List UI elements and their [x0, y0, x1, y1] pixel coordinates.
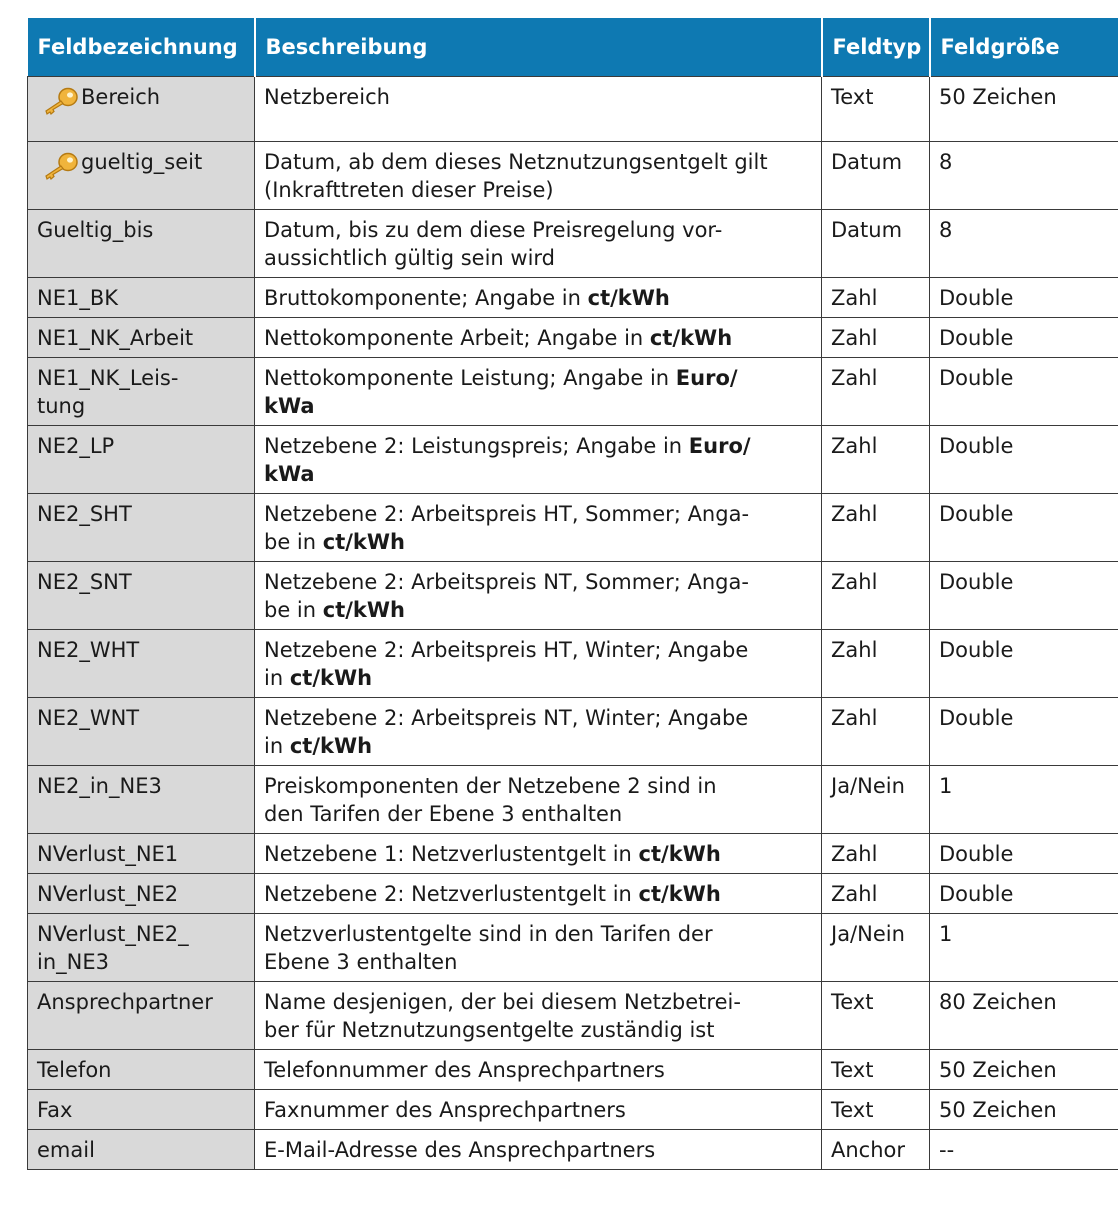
unit-label: ct/kWh [289, 734, 373, 758]
field-name: NE2_LP [37, 434, 115, 458]
field-type-cell: Ja/Nein [822, 914, 930, 982]
table-row [28, 766, 1118, 834]
table-row [28, 358, 1118, 426]
table-row [28, 278, 1118, 318]
field-name-cell [28, 874, 255, 914]
field-size-cell: Double [930, 494, 1118, 562]
unit-label: ct/kWh [587, 286, 670, 310]
field-name-cell [28, 142, 255, 210]
field-description-cell: Nettokomponente Arbeit; Angabe in ct/kWh [255, 318, 822, 358]
field-name: NE2_SNT [37, 570, 132, 594]
table-row [28, 142, 1118, 210]
field-type-cell: Zahl [822, 426, 930, 494]
field-name: NE2_WNT [37, 706, 140, 730]
field-size-cell: Double [930, 874, 1118, 914]
field-name: Gueltig_bis [37, 218, 154, 242]
field-type-cell: Zahl [822, 278, 930, 318]
field-name-cell [28, 834, 255, 874]
field-description-cell: Preiskomponenten der Netzebene 2 sind in den Tarifen der Ebene 3 enthalten [255, 766, 822, 834]
field-type-cell: Zahl [822, 834, 930, 874]
field-name: NE2_in_NE3 [37, 774, 162, 798]
field-name: email [37, 1138, 95, 1162]
field-size-cell: 8 [930, 142, 1118, 210]
header-feldtyp: Feldtyp [822, 18, 930, 77]
field-type-cell: Ja/Nein [822, 766, 930, 834]
field-description-cell: Netzebene 2: Arbeitspreis NT, Sommer; Anga- be in ct/kWh [255, 562, 822, 630]
field-description-cell: Name desjenigen, der bei diesem Netzbetrei- ber für Netznutzungsentgelte zuständig ist [255, 982, 822, 1050]
field-name-cell [28, 982, 255, 1050]
table-row [28, 426, 1118, 494]
field-name: Fax [37, 1098, 73, 1122]
field-size-cell: 50 Zeichen [930, 1090, 1118, 1130]
field-name-cell [28, 426, 255, 494]
field-type-cell: Zahl [822, 494, 930, 562]
header-beschreibung: Beschreibung [255, 18, 822, 77]
unit-label: ct/kWh [649, 326, 733, 350]
field-name: NVerlust_NE1 [37, 842, 179, 866]
field-type-cell: Text [822, 982, 930, 1050]
field-type-cell: Text [822, 1050, 930, 1090]
key-icon [41, 151, 79, 181]
unit-label: ct/kWh [638, 882, 721, 906]
field-description-cell: Netzebene 2: Arbeitspreis HT, Sommer; Anga- be in ct/kWh [255, 494, 822, 562]
field-description-cell: Telefonnummer des Ansprechpartners [255, 1050, 822, 1090]
field-type-cell: Anchor [822, 1130, 930, 1170]
field-size-cell: Double [930, 834, 1118, 874]
header-feldbezeichnung: Feldbezeichnung [28, 18, 255, 77]
field-name: Ansprechpartner [37, 990, 213, 1014]
field-name-cell [28, 358, 255, 426]
field-size-cell: Double [930, 698, 1118, 766]
unit-label: ct/kWh [322, 530, 405, 554]
field-name-cell [28, 1050, 255, 1090]
field-size-cell: 50 Zeichen [930, 1050, 1118, 1090]
field-size-cell: Double [930, 426, 1118, 494]
field-name: NE1_NK_Arbeit [37, 326, 194, 350]
field-description-cell: Netzebene 2: Leistungspreis; Angabe in Euro/ kWa [255, 426, 822, 494]
table-row [28, 982, 1118, 1050]
field-size-cell: Double [930, 278, 1118, 318]
field-type-cell: Zahl [822, 698, 930, 766]
field-size-cell: -- [930, 1130, 1118, 1170]
table-row [28, 630, 1118, 698]
field-size-cell: 1 [930, 914, 1118, 982]
table-row [28, 1090, 1118, 1130]
field-name: Telefon [37, 1058, 112, 1082]
field-name: Bereich [81, 85, 161, 109]
field-type-cell: Zahl [822, 358, 930, 426]
field-name-cell [28, 630, 255, 698]
field-name: NVerlust_NE2_ in_NE3 [37, 922, 189, 974]
table-body [28, 77, 1118, 1170]
key-icon [41, 86, 79, 116]
field-description-cell: Netzebene 2: Arbeitspreis NT, Winter; Angabe in ct/kWh [255, 698, 822, 766]
field-description-cell: Netzbereich [255, 77, 822, 142]
field-description-cell: E-Mail-Adresse des Ansprechpartners [255, 1130, 822, 1170]
field-type-cell: Zahl [822, 318, 930, 358]
field-type-cell: Zahl [822, 630, 930, 698]
unit-label: ct/kWh [638, 842, 721, 866]
field-description-cell: Netzebene 2: Netzverlustentgelt in ct/kWh [255, 874, 822, 914]
header-feldgroesse: Feldgröße [930, 18, 1118, 77]
table-row [28, 874, 1118, 914]
table-row [28, 77, 1118, 142]
table-row [28, 1050, 1118, 1090]
field-size-cell: Double [930, 562, 1118, 630]
field-name-cell [28, 698, 255, 766]
field-type-cell: Text [822, 77, 930, 142]
field-description-cell: Nettokomponente Leistung; Angabe in Euro/ kWa [255, 358, 822, 426]
unit-label: Euro/ kWa [264, 434, 751, 486]
field-name: NVerlust_NE2 [37, 882, 179, 906]
field-name: NE1_BK [37, 286, 119, 310]
field-type-cell: Datum [822, 142, 930, 210]
field-description-cell: Bruttokomponente; Angabe in ct/kWh [255, 278, 822, 318]
field-name: gueltig_seit [81, 150, 203, 174]
field-name-cell [28, 914, 255, 982]
table-row [28, 210, 1118, 278]
field-name-cell [28, 766, 255, 834]
field-name: NE1_NK_Leis- tung [37, 366, 179, 418]
table-row [28, 494, 1118, 562]
field-type-cell: Zahl [822, 874, 930, 914]
field-definition-table [27, 18, 1118, 1170]
field-description-cell: Netzebene 2: Arbeitspreis HT, Winter; Angabe in ct/kWh [255, 630, 822, 698]
field-size-cell: Double [930, 630, 1118, 698]
field-size-cell: 1 [930, 766, 1118, 834]
field-name-cell [28, 1130, 255, 1170]
table-row [28, 318, 1118, 358]
table-row [28, 834, 1118, 874]
field-name-cell [28, 562, 255, 630]
unit-label: ct/kWh [289, 666, 373, 690]
table-row [28, 698, 1118, 766]
field-size-cell: 50 Zeichen [930, 77, 1118, 142]
field-description-cell: Netzverlustentgelte sind in den Tarifen der Ebene 3 enthalten [255, 914, 822, 982]
field-size-cell: 80 Zeichen [930, 982, 1118, 1050]
field-name-cell [28, 494, 255, 562]
table-row [28, 914, 1118, 982]
field-name-cell [28, 318, 255, 358]
header-row [28, 18, 1118, 77]
field-name: NE2_WHT [37, 638, 140, 662]
table-row [28, 562, 1118, 630]
field-name: NE2_SHT [37, 502, 132, 526]
field-type-cell: Text [822, 1090, 930, 1130]
field-name-cell [28, 1090, 255, 1130]
field-size-cell: 8 [930, 210, 1118, 278]
field-description-cell: Faxnummer des Ansprechpartners [255, 1090, 822, 1130]
field-description-cell: Netzebene 1: Netzverlustentgelt in ct/kWh [255, 834, 822, 874]
unit-label: Euro/ kWa [264, 366, 738, 418]
field-type-cell: Datum [822, 210, 930, 278]
table-row [28, 1130, 1118, 1170]
field-size-cell: Double [930, 318, 1118, 358]
field-description-cell: Datum, ab dem dieses Netznutzungsentgelt gilt (Inkrafttreten dieser Preise) [255, 142, 822, 210]
field-size-cell: Double [930, 358, 1118, 426]
field-name-cell [28, 278, 255, 318]
unit-label: ct/kWh [322, 598, 405, 622]
field-name-cell [28, 210, 255, 278]
field-name-cell [28, 77, 255, 142]
field-type-cell: Zahl [822, 562, 930, 630]
field-description-cell: Datum, bis zu dem diese Preisregelung vor- aussichtlich gültig sein wird [255, 210, 822, 278]
